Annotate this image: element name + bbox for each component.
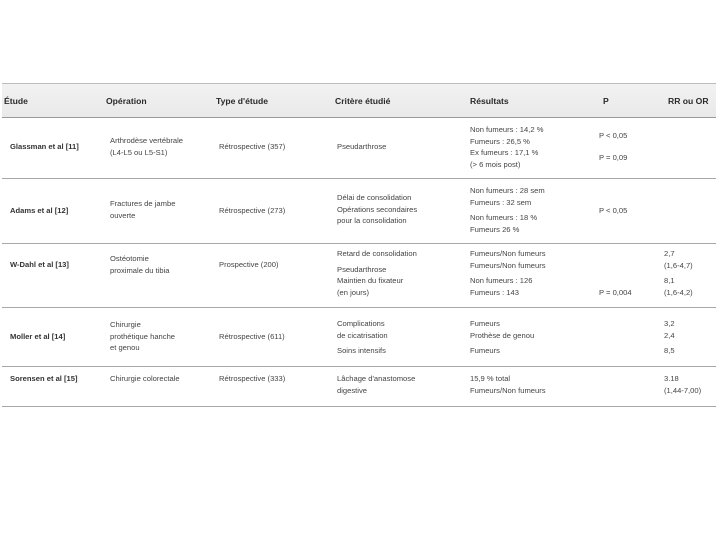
table-row	[2, 244, 716, 308]
cell-type-etude: Rétrospective (273)	[219, 206, 286, 215]
cell-p: P = 0,004	[599, 288, 632, 297]
cell-resultats: Non fumeurs : 28 sem Fumeurs : 32 sem Non fumeurs : 18 % Fumeurs 26 %	[470, 186, 545, 234]
table-row	[2, 179, 716, 244]
cell-operation: Ostéotomie proximale du tibia	[110, 254, 170, 275]
cell-rr-or: 3,2 2,4 8,5	[664, 319, 675, 355]
cell-etude: Moller et al [14]	[10, 332, 66, 341]
cell-operation: Fractures de jambe ouverte	[110, 199, 176, 220]
header-p: P	[603, 96, 609, 106]
cell-critere: Retard de consolidation Pseudarthrose Maintien du fixateur (en jours)	[337, 249, 417, 297]
table-row	[2, 367, 716, 407]
cell-operation: Chirurgie prothétique hanche et genou	[110, 320, 176, 352]
header-etude: Étude	[4, 96, 28, 106]
header-operation: Opération	[106, 96, 147, 106]
cell-etude: Sorensen et al [15]	[10, 374, 78, 383]
cell-critere: Lâchage d'anastomose digestive	[337, 374, 416, 395]
cell-type-etude: Rétrospective (333)	[219, 374, 286, 383]
cell-operation: Arthrodèse vertébrale (L4-L5 ou L5-S1)	[110, 136, 184, 157]
header-type-etude: Type d'étude	[216, 96, 269, 106]
cell-critere: Pseudarthrose	[337, 142, 387, 151]
smoking-outcomes-table	[2, 83, 716, 407]
table-row	[2, 118, 716, 179]
cell-critere: Complications de cicatrisation Soins intensifs	[337, 319, 388, 355]
table-header	[2, 83, 716, 118]
header-resultats: Résultats	[470, 96, 509, 106]
cell-operation: Chirurgie colorectale	[110, 374, 180, 383]
cell-resultats: 15,9 % total Fumeurs/Non fumeurs	[470, 374, 546, 395]
cell-type-etude: Rétrospective (611)	[219, 332, 285, 341]
cell-rr-or: 2,7 (1,6-4,7) 8,1 (1,6-4,2)	[664, 249, 693, 297]
cell-etude: Adams et al [12]	[10, 206, 69, 215]
header-rr-or: RR ou OR	[668, 96, 709, 106]
cell-p: P < 0,05	[599, 206, 628, 215]
cell-resultats: Fumeurs Prothèse de genou Fumeurs	[470, 319, 535, 355]
cell-etude: W-Dahl et al [13]	[10, 260, 69, 269]
cell-etude: Glassman et al [11]	[10, 142, 79, 151]
cell-type-etude: Prospective (200)	[219, 260, 279, 269]
cell-resultats: Fumeurs/Non fumeurs Fumeurs/Non fumeurs Non fumeurs : 126 Fumeurs : 143	[470, 249, 546, 297]
cell-resultats: Non fumeurs : 14,2 % Fumeurs : 26,5 % Ex fumeurs : 17,1 % (> 6 mois post)	[470, 125, 544, 169]
cell-critere: Délai de consolidation Opérations secondaires pour la consolidation	[337, 193, 418, 225]
table-row	[2, 308, 716, 367]
header-critere: Critère étudié	[335, 96, 391, 106]
cell-p: P < 0,05 P = 0,09	[599, 131, 628, 162]
cell-rr-or: 3.18 (1,44-7,00)	[664, 374, 702, 395]
cell-type-etude: Rétrospective (357)	[219, 142, 286, 151]
